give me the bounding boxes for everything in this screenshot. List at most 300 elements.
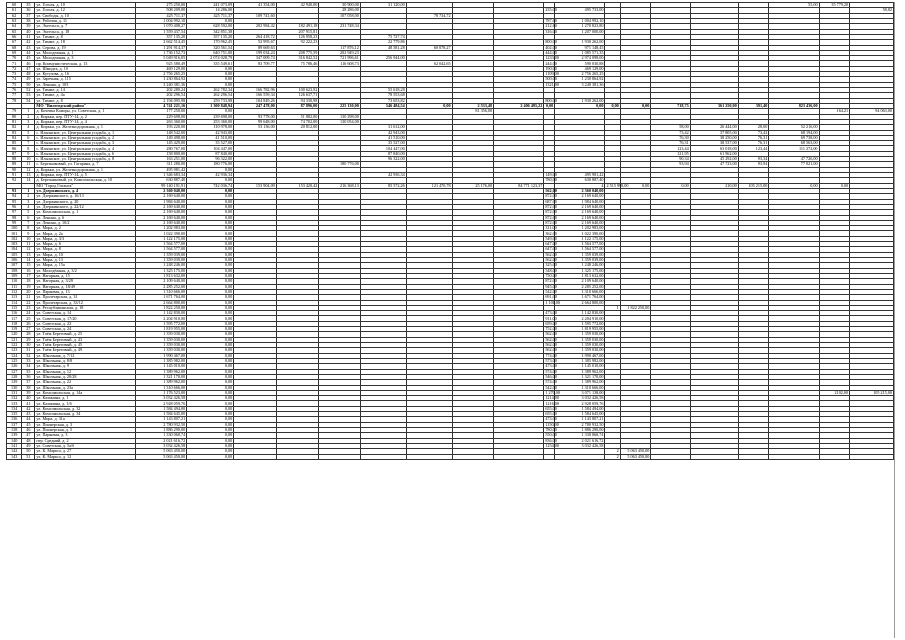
table-cell: 787,60 [545, 18, 557, 24]
table-cell: ул. Таёж Береговый, д. 25 [35, 332, 135, 337]
table-cell: 55 618,28 [360, 88, 406, 93]
table-cell: 2 515 998,00 [606, 182, 629, 188]
table-cell: 542,00 [545, 384, 557, 390]
table-cell: 2 169 640,00 [135, 210, 186, 215]
table-cell: 47 [22, 433, 35, 438]
table-cell: 131 [7, 390, 22, 395]
table-cell: 7 [22, 141, 35, 146]
table-cell: 0,00 [187, 289, 234, 294]
table-cell: 49 [22, 77, 35, 82]
table-cell: 31 120,00 [360, 3, 406, 8]
table-cell: ул. Ленина, д. 6 [35, 215, 135, 220]
table-cell: 93,34 [738, 157, 769, 162]
table-cell: ул. К. Маркса, д. 27 [35, 449, 135, 454]
table-cell: 0,00 [187, 82, 234, 87]
table-cell: 5 063 450,00 [620, 454, 651, 459]
table-cell: 0,00 [187, 258, 234, 263]
table-cell: ул. Комсомольская, д. 32 [35, 406, 135, 411]
table-cell: 100 623,92 [276, 88, 319, 93]
table-cell: 69 738,00 [769, 135, 819, 140]
table-cell: 63 [7, 18, 22, 23]
table-cell: 0,00 [187, 220, 234, 225]
table-cell: 11 [22, 242, 35, 247]
table-cell: 37 [22, 13, 35, 18]
table-cell: 0,00 [187, 226, 234, 231]
table-cell: 32 [22, 353, 35, 358]
table-cell: 573,00 [545, 358, 557, 364]
table-cell: 117 [7, 316, 22, 321]
table-cell: 444,00 [545, 49, 557, 55]
table-cell: 68 563,00 [769, 141, 819, 146]
table-cell: 112 [7, 289, 22, 294]
table-cell [819, 454, 850, 459]
table-cell: 1 142 830,00 [555, 311, 605, 316]
table-cell: 41 [22, 34, 35, 39]
table-cell: 2 662 514,45 [135, 40, 186, 45]
table-cell: 102 [7, 236, 22, 241]
table-cell: 1 359 030,00 [555, 332, 605, 337]
table-cell: 40 [22, 396, 35, 401]
table-cell: 0,00 [769, 183, 819, 188]
table-cell: 2 928 059,76 [555, 401, 605, 406]
table-cell: 199 034,24 [234, 50, 277, 55]
table-cell: 1 359 039,00 [555, 258, 605, 263]
table-cell: 357 135,20 [135, 34, 186, 39]
table-cell: 836,00 [545, 437, 557, 443]
table-cell: 64 [7, 24, 22, 29]
table-cell: 1 584 494,00 [135, 406, 186, 411]
table-cell: 53 136,00 [234, 125, 277, 130]
table-cell: 1 085 571,35 [555, 50, 605, 55]
table-cell: 166 782,96 [234, 88, 277, 93]
table-cell: 495 733,00 [555, 8, 605, 13]
table-cell: 83 709,77 [234, 61, 277, 66]
table-cell: 190,00 [545, 65, 557, 71]
table-cell: 20 812,00 [276, 125, 319, 130]
table-cell: 177 250,00 [135, 109, 186, 114]
table-cell: ул. Советская, д. 22 [35, 321, 135, 326]
table-cell [738, 454, 769, 459]
table-cell: 325,00 [545, 262, 557, 268]
table-cell: 0,00 [187, 321, 234, 326]
table-cell: 3 071 138,00 [555, 390, 605, 395]
table-cell: 120 [7, 332, 22, 337]
table-cell: 117 876,12 [319, 45, 361, 50]
table-cell: 1321,00 [545, 81, 559, 87]
table-cell: ул. Дзержинского, д. 20 [35, 199, 135, 204]
table-cell: ул. Мира, д. 6 [35, 242, 135, 247]
table-cell: 1 385 982,00 [135, 358, 186, 363]
table-cell: 508 209,00 [135, 8, 186, 13]
table-cell: 1 385 982,00 [555, 358, 605, 363]
table-cell: 0,00 [187, 449, 234, 454]
table-cell: 1 346 683,34 [135, 173, 186, 178]
table-cell: 1 990 467,00 [135, 353, 186, 358]
table-cell: 99 648,00 [234, 119, 277, 124]
table-cell: 78 553,68 [360, 93, 406, 98]
table-cell: 311 280,00 [135, 162, 186, 167]
table-cell: 1 359 030,00 [555, 348, 605, 353]
table-cell: 30 900,00 [319, 3, 361, 8]
table-cell: 0,00 [620, 183, 651, 188]
table-cell: 1 389 962,00 [135, 369, 186, 374]
table-cell: ул. Дзержинского, д. 22/12 [35, 204, 135, 209]
table-cell: ул. Калинина, д. 1 [35, 396, 135, 401]
table-cell: 548,00 [545, 267, 557, 273]
table-cell: 1 143 807,21 [555, 417, 605, 422]
table-cell: 115 [7, 305, 22, 310]
table-cell: 132 [7, 396, 22, 401]
table-cell: 971 148,45 [555, 45, 605, 50]
table-cell: ул. Таёж Береговый, д. 49 [35, 348, 135, 353]
table-cell: 1 176 523,00 [135, 390, 186, 395]
table-cell: 800,00 [545, 39, 557, 45]
table-cell: 149,00 [545, 172, 557, 178]
table-cell: ул. Пионерская, д. 5 [35, 428, 135, 433]
table-cell: 0,00 [187, 242, 234, 247]
table-cell [555, 454, 605, 459]
table-cell: 0,00 [605, 103, 620, 108]
table-cell: 1 359 039,00 [135, 252, 186, 257]
table-cell: 26 [22, 321, 35, 326]
table-cell: ул. Ленина, д. 10/2 [35, 220, 135, 225]
table-cell: 1 330 060,74 [135, 433, 186, 438]
table-cell: 718,75 [651, 103, 690, 108]
table-cell: 1 248 246,00 [135, 263, 186, 268]
table-cell: 107 [7, 263, 22, 268]
table-cell: ул. Мира, д. 15а [35, 263, 135, 268]
table-cell: д. Кирьки, ул. Железнодорожная, д. 1 [35, 125, 135, 130]
table-cell: 1 671 764,00 [555, 295, 605, 300]
table-cell: 2 285 252,00 [135, 284, 186, 289]
table-cell: 126 [7, 364, 22, 369]
table-cell: 52 [22, 88, 35, 93]
table-cell: 39 [22, 390, 35, 395]
table-cell: 1 671 764,00 [135, 295, 186, 300]
table-cell: 1 122 175,00 [555, 236, 605, 241]
table-cell: 138 [7, 428, 22, 433]
table-cell: 116 [7, 311, 22, 316]
table-cell: 2 204 910,00 [135, 316, 186, 321]
table-cell: д. Березниковый, ул. Комсомольская, д. 10 [35, 178, 135, 183]
table-cell: 73,42 [651, 130, 690, 135]
table-cell: 1 359 030,00 [555, 337, 605, 342]
table-cell: пер. Средний, д. 2 [35, 438, 135, 443]
housing-repair-table [6, 2, 894, 460]
table-cell: 0,00 [187, 390, 234, 395]
table-cell: 153 904,09 [234, 183, 277, 188]
table-cell: 647,00 [545, 246, 557, 252]
table-cell: 742 036,74 [187, 183, 234, 188]
table-cell: 0,00 [187, 231, 234, 236]
table-cell: 51 882,00 [276, 114, 319, 119]
table-cell [769, 454, 819, 459]
table-cell: 0,00 [187, 417, 234, 422]
table-cell: 235,00 [545, 7, 557, 13]
table-cell: 1216,00 [545, 400, 559, 406]
table-cell: 1109,00 [545, 71, 559, 77]
table-cell: ул. Серова, д. 19 [35, 45, 135, 50]
table-cell: 562,00 [545, 336, 557, 342]
table-cell: 0,00 [187, 358, 234, 363]
table-cell: 1 310 666,00 [135, 289, 186, 294]
table-cell: 2 169 640,00 [135, 215, 186, 220]
table-cell: 316 842,52 [276, 56, 319, 61]
table-cell: 58,00 [651, 125, 690, 130]
table-cell: д. Кочевка Коморн, ул. Советская, д. 1 [35, 109, 135, 114]
table-cell: ул. Рабочая, д. 11 [35, 18, 135, 23]
table-cell: 103 [7, 242, 22, 247]
table-cell: ул. Дзержинского, д. 4 [35, 188, 135, 193]
table-cell: 1 310 666,00 [555, 289, 605, 294]
table-cell: 0,00 [187, 422, 234, 427]
table-cell: 1 564 577,00 [135, 247, 186, 252]
table-cell: 87 896,00 [276, 103, 319, 108]
table-cell: 546 484,54 [360, 103, 406, 108]
table-cell: 74 [7, 77, 22, 82]
table-cell: 1 813 632,00 [135, 273, 186, 278]
table-cell: 2 109 640,00 [135, 279, 186, 284]
table-cell: пр. Коммунистическая, д. 13 [35, 61, 135, 66]
table-cell: 12 [22, 167, 35, 172]
table-cell: 33 [22, 358, 35, 363]
table-cell: 425 711,37 [187, 13, 234, 18]
table-cell: 76 [7, 88, 22, 93]
table-cell: 6 [22, 215, 35, 220]
table-cell: 10 [22, 157, 35, 162]
table-cell: 48 [22, 72, 35, 77]
table-cell: 275 250,00 [135, 3, 186, 8]
table-cell: 12 [22, 247, 35, 252]
table-cell: с. Ильинское, ул. Центральная усадьба, д. 3 [35, 141, 135, 146]
table-cell: 244,00 [545, 60, 557, 66]
table-cell: ул. Школьная, д. 22 [35, 380, 135, 385]
table-cell: 1 230 864,92 [555, 77, 605, 82]
table-cell: 1 813 632,00 [555, 273, 605, 278]
table-cell: 1 122 175,00 [135, 236, 186, 241]
table-cell: 1 310 666,00 [555, 385, 605, 390]
table-cell: 50 [22, 82, 35, 87]
table-cell: 687,00 [545, 198, 557, 204]
table-cell: 550,00 [545, 432, 557, 438]
table-cell: 48 [22, 438, 35, 443]
table-cell: 2 285 252,00 [555, 284, 605, 289]
table-cell: 2 756 265,25 [555, 72, 605, 77]
table-cell: 92 222,23 [276, 40, 319, 45]
table-cell: 0,00 [620, 103, 651, 108]
table-cell: 425 711,37 [135, 13, 186, 18]
table-cell: 31 612,00 [360, 125, 406, 130]
table-cell: 0,00 [187, 247, 234, 252]
table-cell: с. Ильинское, ул. Центральная усадьба, д. 1 [35, 130, 135, 135]
table-cell [850, 454, 894, 459]
table-cell: 0,00 [187, 428, 234, 433]
table-cell: 38 250,00 [690, 135, 738, 140]
table-cell: 752,00 [545, 326, 557, 332]
table-cell: ул. Таёж Береговый, д. 45 [35, 343, 135, 348]
table-cell: 129 [7, 380, 22, 385]
table-cell: ул. Школьная, д. 23а [35, 385, 135, 390]
table-cell: 1 886 290,00 [555, 428, 605, 433]
table-cell: 1 248 246,00 [555, 263, 605, 268]
table-cell: 14 [22, 258, 35, 263]
table-cell: 1 359 030,00 [135, 332, 186, 337]
table-cell: 2 169 640,00 [135, 220, 186, 225]
table-cell: 1 325 175,00 [135, 268, 186, 273]
table-cell: 0,00 [187, 273, 234, 278]
table-cell: 262 296,54 [187, 93, 234, 98]
table-cell: 495 981,42 [555, 173, 605, 178]
table-cell: 872,00 [545, 193, 557, 199]
table-cell: 1 325 175,00 [555, 268, 605, 273]
table-cell: 630 887,40 [135, 178, 186, 183]
table-cell: 68 194,00 [769, 130, 819, 135]
table-cell: 67 [7, 40, 22, 45]
table-cell: 109 [7, 273, 22, 278]
table-cell: 750,00 [545, 273, 557, 279]
table-cell: 98 [7, 215, 22, 220]
table-cell: с. Ильинское, ул. Центральная усадьба, д. 4 [35, 146, 135, 151]
table-cell: 1 022 390,00 [135, 231, 186, 236]
table-cell: 1 330 060,74 [555, 433, 605, 438]
table-cell: 1 202 983,00 [135, 226, 186, 231]
table-cell: 1 822 250,00 [135, 305, 186, 310]
table-cell: 141 [7, 443, 22, 448]
table-cell: 1214,00 [545, 395, 559, 401]
table-cell: 45 [22, 422, 35, 427]
table-cell: 125 [7, 358, 22, 363]
table-cell: 1 101,00 [545, 299, 560, 305]
table-cell: 872,00 [545, 278, 557, 284]
table-cell: 262 782,34 [187, 88, 234, 93]
table-cell: 202 949,23 [319, 50, 361, 55]
table-cell: 139 [7, 433, 22, 438]
table-cell: 2 [605, 454, 620, 459]
table-cell: 47 723,00 [690, 162, 738, 167]
table-cell: 9 [22, 151, 35, 156]
table-cell: 1 359 030,00 [135, 337, 186, 342]
table-cell: 780,00 [545, 177, 557, 183]
table-cell: 202 296,54 [135, 93, 186, 98]
table-cell [452, 454, 494, 459]
table-cell: 3 [22, 199, 35, 204]
table-cell: ул. Мира, д. 2а [35, 231, 135, 236]
table-cell: 3 [22, 119, 35, 124]
table-cell: ул. Тимме, д. 8 [35, 34, 135, 39]
table-cell [544, 454, 555, 459]
table-cell: 143 [7, 454, 22, 459]
table-cell: 90,34 [651, 157, 690, 162]
table-cell: 66 [7, 34, 22, 39]
table-cell: 42 943,00 [360, 130, 406, 135]
table-cell: 134 [7, 406, 22, 411]
table-cell: ул. Парковая, д. 13 [35, 289, 135, 294]
table-cell: 2102,00 [819, 390, 850, 395]
table-cell: ул. Гоголя, д. 12 [35, 8, 135, 13]
table-cell: 925 580,49 [135, 61, 186, 66]
table-cell: 130 [7, 385, 22, 390]
table-cell: 1 359 030,00 [135, 343, 186, 348]
page-edge-line [894, 2, 895, 638]
table-cell: 1 270,00 [545, 389, 560, 395]
table-cell: ул. Республиканская, д. 18 [35, 305, 135, 310]
table-cell: 170 962,45 [187, 40, 234, 45]
table-cell: 180 776,00 [187, 162, 234, 167]
table-cell: 88 [7, 157, 22, 162]
table-cell: 28 [22, 332, 35, 337]
table-cell: 75 [7, 82, 22, 87]
table-cell: 655,00 [545, 405, 557, 411]
table-cell: 2 360 040,00 [135, 188, 186, 193]
table-cell: 495 981,42 [135, 167, 186, 172]
table-cell: 2 169 640,00 [555, 215, 605, 220]
table-cell: 73 653,82 [360, 98, 406, 103]
table-cell: 104 447,00 [360, 146, 406, 151]
table-cell: 562,00 [545, 331, 557, 337]
table-cell: с. Ильинское, ул. Центральная усадьба, д. 6 [35, 151, 135, 156]
table-cell: 0,00 [187, 194, 234, 199]
table-cell: 104 849,26 [234, 98, 277, 103]
table-cell: 1 990 467,00 [555, 353, 605, 358]
table-cell: 3 240 381,36 [135, 82, 186, 87]
table-cell: 121 [7, 337, 22, 342]
table-cell: 2 406 495,22 [494, 103, 544, 108]
table-cell: 54 [22, 98, 35, 103]
table-cell: 193 220,00 [135, 125, 186, 130]
table-cell: 1 930 262,00 [555, 98, 605, 103]
table-cell [276, 454, 319, 459]
table-cell: 35 527,00 [187, 141, 234, 146]
table-cell: 77 [7, 93, 22, 98]
table-cell: 0,00 [406, 103, 452, 108]
table-cell: 0,00 [187, 167, 234, 172]
table-cell: 113 [7, 295, 22, 300]
table-cell: 2 780 932,50 [135, 422, 186, 427]
table-cell: 402,00 [545, 44, 557, 50]
table-cell: 231 748,34 [319, 24, 361, 29]
table-cell: 22 [22, 300, 35, 305]
table-cell: 42 940,00 [276, 3, 319, 8]
table-cell: 872,00 [545, 214, 557, 220]
table-cell: 1 886 290,00 [135, 428, 186, 433]
table-cell: 46 [22, 61, 35, 66]
table-cell: 2 664 800,00 [555, 300, 605, 305]
table-cell: ул. Тимме, д. 14 [35, 88, 135, 93]
table-cell: с. Ильинское, ул. Центральная усадьба, д. 8 [35, 157, 135, 162]
table-cell: 52 216,00 [769, 125, 819, 130]
table-cell: 640 751,00 [187, 50, 234, 55]
table-cell: 72 [7, 66, 22, 71]
table-cell: 0,00 [187, 343, 234, 348]
table-cell: ул. Мира, д. 3/3 [35, 236, 135, 241]
table-cell: 1 [22, 188, 35, 193]
table-cell: 1 300 848,94 [187, 103, 234, 108]
table-cell: 1 389 962,00 [555, 369, 605, 374]
table-cell: 123,44 [651, 146, 690, 151]
table-cell: 0,00 [187, 369, 234, 374]
table-cell: 37 [22, 380, 35, 385]
table-cell: 43 [22, 45, 35, 50]
table-cell: 180 776,00 [319, 162, 361, 167]
table-cell: 1 595 772,00 [135, 321, 186, 326]
table-cell: 50 [22, 449, 35, 454]
table-cell: 130 054,00 [319, 119, 361, 124]
table-cell: 1 145 010,00 [555, 364, 605, 369]
table-cell: 2 756 265,25 [135, 72, 186, 77]
table-cell: 148 542,00 [135, 130, 186, 135]
table-cell: 24 [22, 311, 35, 316]
table-cell: 34 [22, 364, 35, 369]
